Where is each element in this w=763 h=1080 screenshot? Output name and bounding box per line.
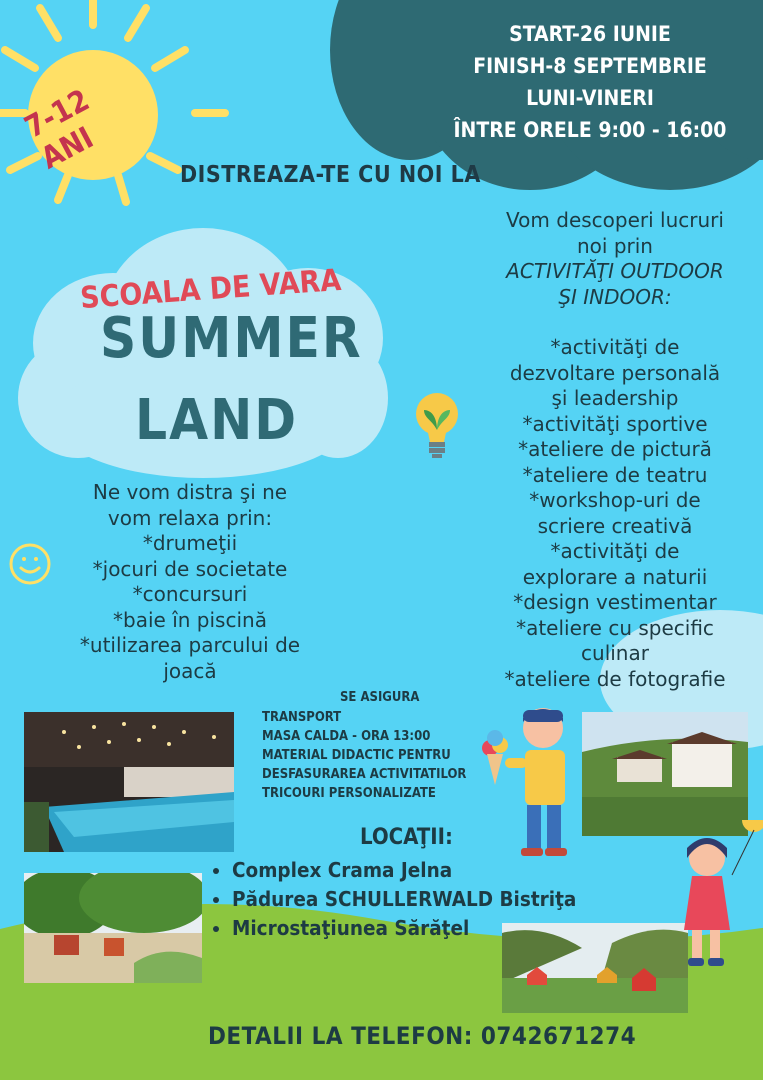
boy-with-ice-cream-icon [475, 700, 585, 865]
list-spacer [470, 310, 760, 335]
list-item: *ateliere de pictură [518, 437, 712, 461]
list-item: *utilizarea parcului de [79, 633, 301, 657]
contact-phone: DETALII LA TELEFON: 0742671274 [208, 1022, 637, 1050]
lightbulb-leaf-icon [412, 390, 462, 462]
list-item: culinar [581, 641, 649, 665]
list-item: *concursuri [132, 582, 248, 606]
girl-with-balloons-icon [672, 820, 763, 970]
age-badge: 7-12 ANI [19, 82, 100, 177]
list-item: ACTIVITĂŢI OUTDOOR [506, 259, 724, 283]
schedule-days: LUNI-VINERI [526, 86, 654, 110]
locations-title: LOCAŢII: [360, 825, 453, 850]
list-item: MASA CALDA - ORA 13:00 [262, 729, 431, 744]
pool-photo [24, 712, 234, 852]
list-item: *activităţi de [550, 539, 680, 563]
tagline: DISTREAZA-TE CU NOI LA [180, 162, 481, 188]
school-label: SCOALA DE VARA [79, 262, 343, 317]
list-item: *ateliere de fotografie [504, 666, 726, 691]
list-item: *ateliere de teatru [522, 462, 708, 487]
activities-list [470, 208, 760, 692]
list-item: noi prin [577, 233, 653, 258]
house-photo [582, 712, 748, 836]
provided-title: SE ASIGURA [340, 690, 420, 705]
list-item: *drumeţii [142, 531, 238, 555]
list-item: *activităţi sportive [522, 411, 708, 436]
list-item: *baie în piscină [113, 607, 267, 632]
list-item: MATERIAL DIDACTIC PENTRU [262, 748, 451, 763]
list-item: Ne vom distra şi ne [92, 480, 288, 504]
list-item: vom relaxa prin: [107, 505, 273, 530]
list-item: *ateliere cu specific [516, 615, 714, 640]
schedule-hours: ÎNTRE ORELE 9:00 - 16:00 [453, 118, 727, 142]
title-summer: SUMMER [100, 306, 363, 371]
schedule-finish: FINISH-8 SEPTEMBRIE [473, 54, 707, 78]
location-item: • Microstaţiunea Sărăţel [232, 914, 576, 943]
title-land: LAND [135, 388, 299, 453]
list-item: *jocuri de societate [92, 556, 288, 581]
location-item: • Pădurea SCHULLERWALD Bistriţa [232, 885, 576, 914]
list-item: *activităţi de [550, 335, 680, 359]
list-item: explorare a naturii [522, 564, 708, 589]
list-item: şi leadership [551, 386, 679, 410]
list-item: scriere creativă [537, 513, 693, 538]
schedule-block [440, 18, 740, 146]
list-item: *design vestimentar [513, 590, 717, 614]
list-item: ŞI INDOOR: [558, 284, 672, 309]
list-item: TRANSPORT [262, 710, 342, 725]
list-item: joacă [163, 658, 217, 683]
list-item: dezvoltare personală [509, 360, 721, 385]
list-item: Vom descoperi lucruri [506, 208, 724, 232]
list-item: DESFASURAREA ACTIVITATILOR [262, 767, 467, 782]
list-item: *workshop-uri de [529, 488, 701, 512]
park-photo [24, 873, 202, 983]
leisure-list [40, 480, 340, 684]
provided-list [262, 708, 466, 803]
location-item: • Complex Crama Jelna [232, 856, 576, 885]
schedule-start: START-26 IUNIE [509, 22, 671, 46]
locations-list [210, 856, 576, 943]
list-item: TRICOURI PERSONALIZATE [262, 786, 436, 801]
